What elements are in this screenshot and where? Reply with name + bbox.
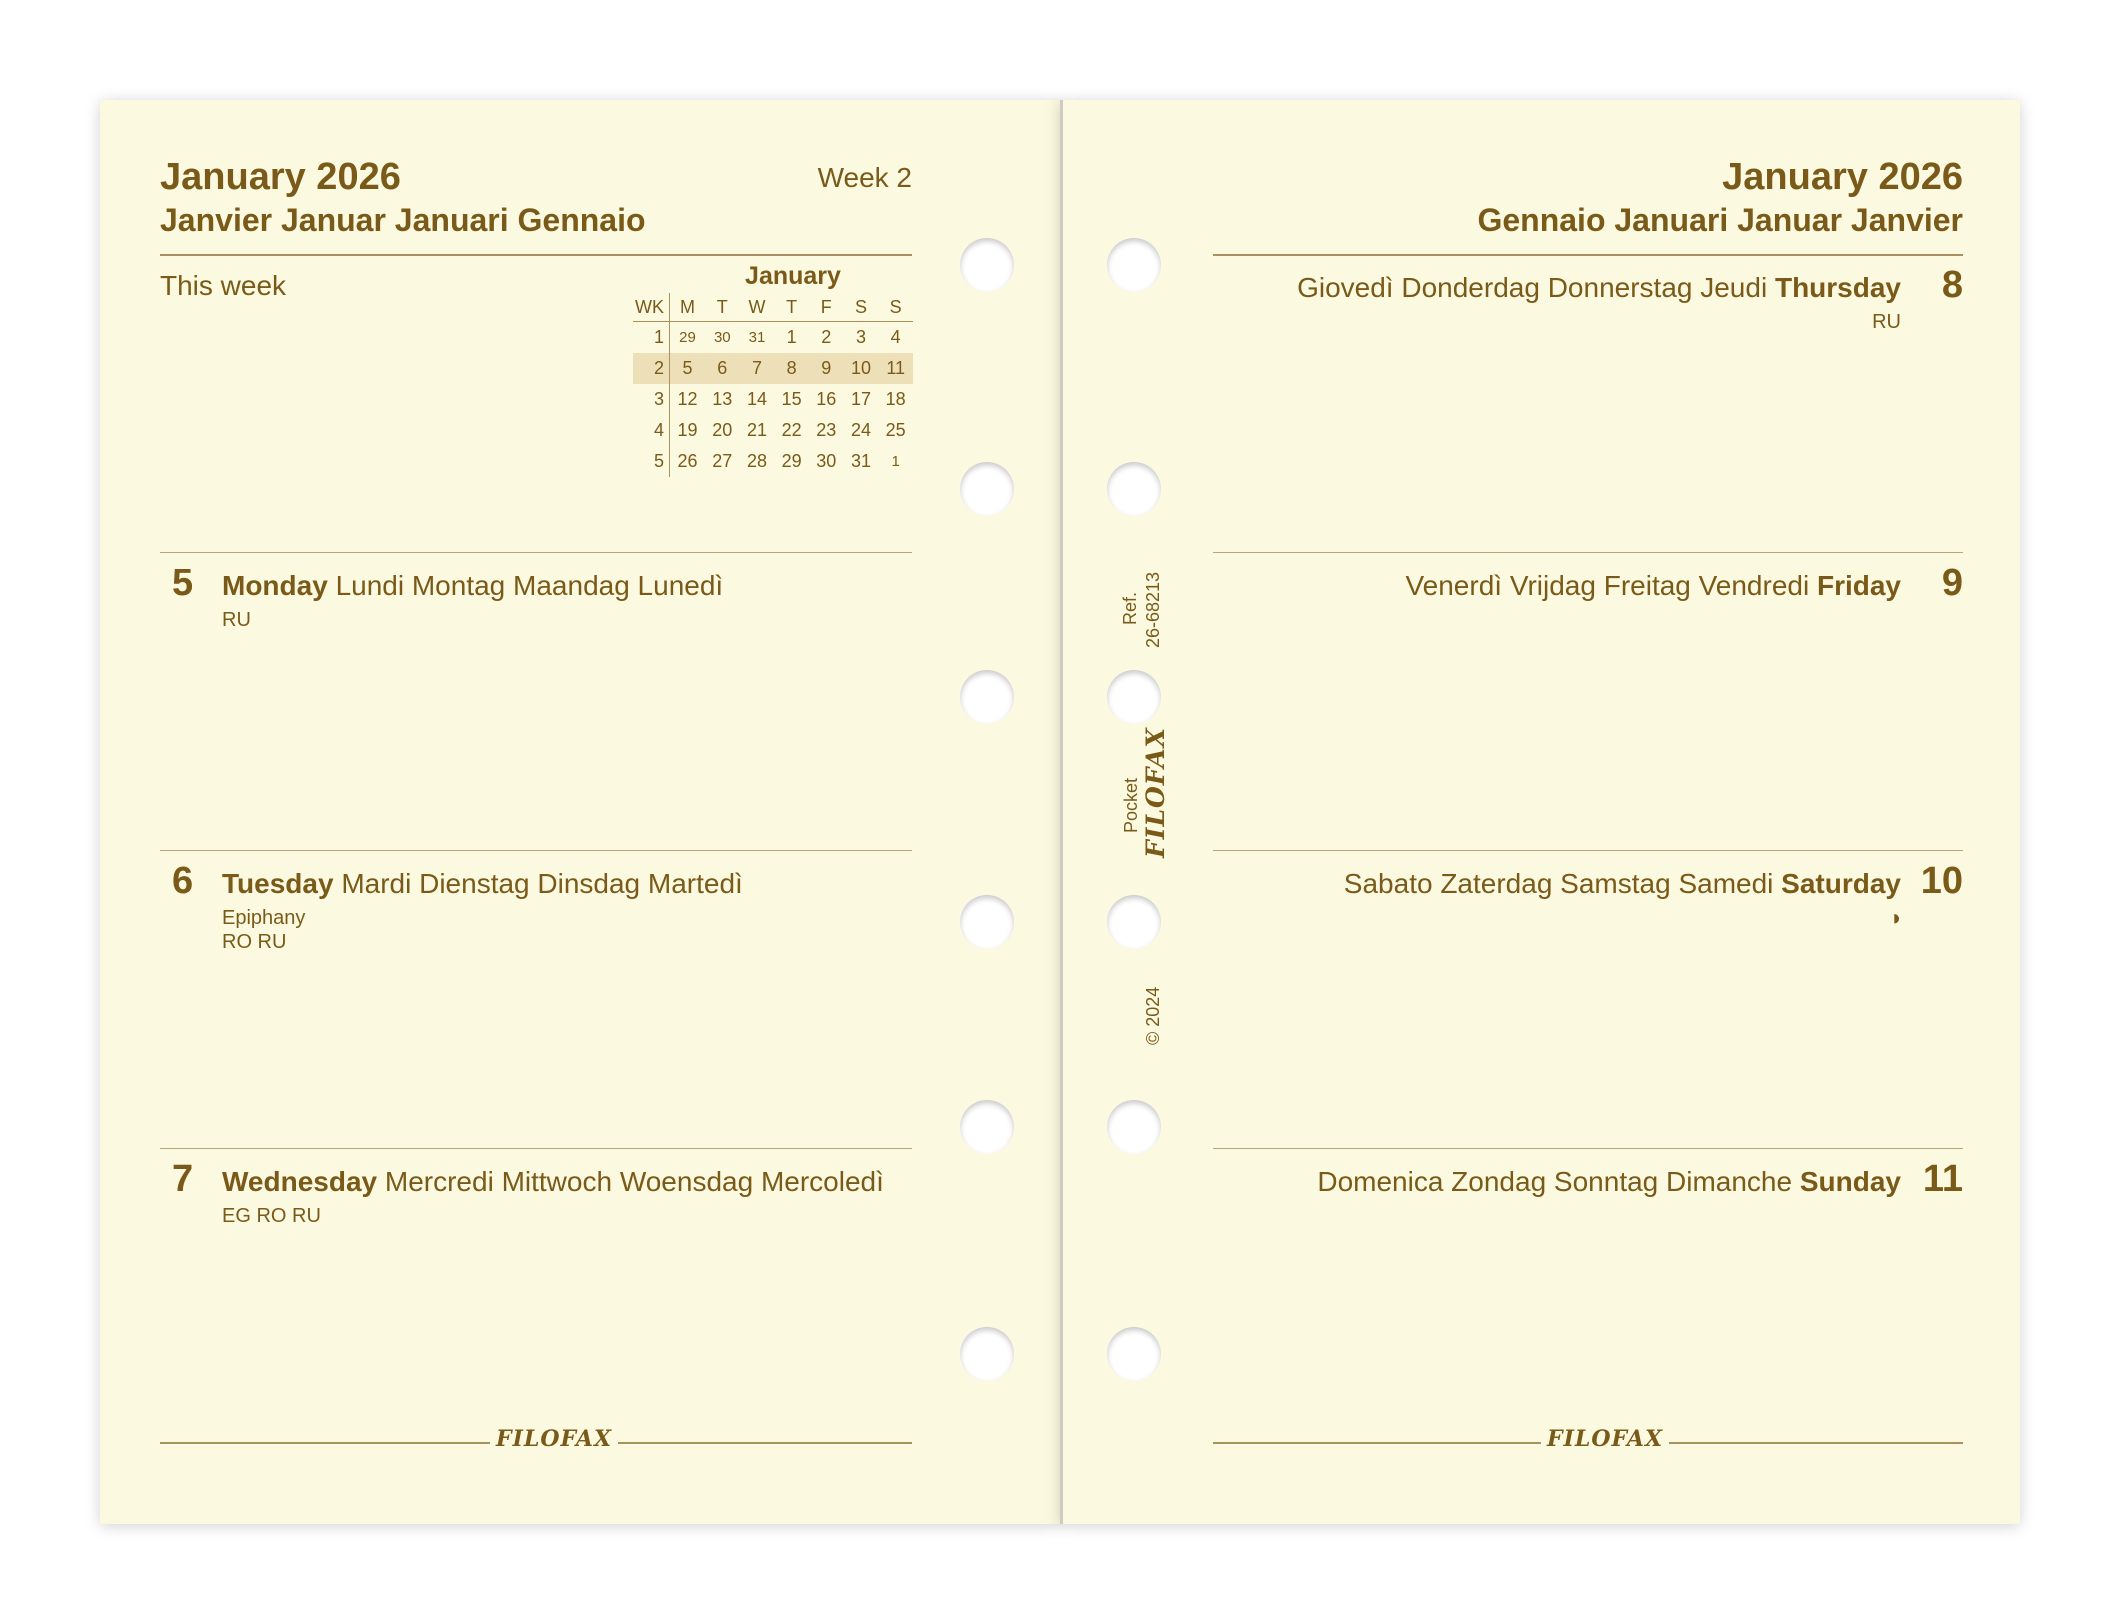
week-number-cell: 5: [633, 446, 670, 477]
day-divider: [1213, 552, 1963, 553]
calendar-day-cell: 30: [713, 329, 731, 346]
calendar-day-cell: 23: [816, 420, 837, 440]
mini-calendar: [633, 262, 913, 477]
day-block-monday[interactable]: [160, 556, 910, 852]
week-number-cell: 4: [633, 415, 670, 446]
day-number: 9: [1941, 562, 1963, 604]
country-codes: RO RU: [222, 931, 287, 953]
punch-hole: [1107, 462, 1161, 516]
weekday-header: S: [878, 293, 913, 322]
footer-logo: FILOFAX: [490, 1426, 618, 1452]
calendar-day-cell: 5: [670, 353, 705, 384]
calendar-day-cell: 29: [679, 329, 696, 346]
calendar-week-row: [633, 322, 913, 354]
calendar-day-cell: 22: [781, 420, 802, 440]
calendar-week-row: [633, 384, 913, 415]
day-number: 8: [1941, 264, 1963, 306]
week-number: Week 2: [817, 162, 912, 193]
calendar-day-cell: 30: [816, 451, 837, 471]
left-month-title: January 2026: [160, 156, 401, 198]
day-number: 11: [1922, 1158, 1963, 1200]
punch-hole: [960, 670, 1014, 724]
calendar-day-cell: 16: [816, 389, 837, 409]
left-languages-title: Janvier Januar Januari Gennaio: [160, 202, 646, 238]
calendar-day-cell: 27: [712, 451, 733, 471]
calendar-week-row: [633, 353, 913, 384]
footer-logo: FILOFAX: [1541, 1426, 1669, 1452]
calendar-day-cell: 4: [890, 327, 901, 347]
punch-hole: [960, 1100, 1014, 1154]
day-number: 5: [172, 562, 194, 604]
mini-calendar-title: January: [745, 262, 841, 290]
calendar-day-cell: 1: [786, 327, 797, 347]
calendar-day-cell: 14: [746, 389, 767, 409]
weekday-header: W: [740, 293, 775, 322]
calendar-day-cell: 12: [677, 389, 698, 409]
weekday-header: T: [705, 293, 740, 322]
calendar-day-cell: 11: [878, 353, 913, 384]
calendar-day-cell: 10: [844, 353, 879, 384]
day-names: Giovedì Donderdag Donnerstag Jeudi Thursday: [1297, 272, 1901, 303]
calendar-day-cell: 2: [821, 327, 832, 347]
header-rule: [1213, 254, 1963, 256]
weekday-header: T: [774, 293, 809, 322]
calendar-day-cell: 18: [885, 389, 906, 409]
week-column-header: WK: [633, 293, 670, 322]
weekday-header: F: [809, 293, 844, 322]
header-rule: [160, 254, 912, 256]
day-divider: [160, 552, 912, 553]
calendar-day-cell: 15: [781, 389, 802, 409]
day-names: Tuesday Mardi Dienstag Dinsdag Martedì: [222, 868, 743, 899]
calendar-day-cell: 24: [850, 420, 871, 440]
day-block-wednesday[interactable]: [160, 1152, 910, 1448]
day-block-thursday[interactable]: [1213, 258, 1963, 554]
calendar-day-cell: 25: [885, 420, 906, 440]
day-names: Sabato Zaterdag Samstag Samedi Saturday: [1343, 868, 1901, 899]
calendar-week-row: [633, 446, 913, 477]
day-divider: [1213, 1148, 1963, 1149]
weekday-header: M: [670, 293, 705, 322]
right-month-title: January 2026: [1722, 156, 1963, 198]
calendar-day-cell: 6: [705, 353, 740, 384]
week-number-cell: 2: [633, 353, 670, 384]
copyright: © 2024: [1143, 986, 1163, 1045]
day-names: Monday Lundi Montag Maandag Lunedì: [222, 570, 724, 601]
calendar-day-cell: 21: [746, 420, 767, 440]
mini-calendar-table: [633, 293, 913, 477]
punch-hole: [1107, 895, 1161, 949]
day-number: 6: [172, 860, 194, 902]
calendar-day-cell: 31: [748, 329, 766, 346]
calendar-day-cell: 9: [809, 353, 844, 384]
calendar-day-cell: 26: [677, 451, 698, 471]
day-names: Domenica Zondag Sonntag Dimanche Sunday: [1317, 1166, 1901, 1197]
holiday-label: Epiphany: [222, 907, 306, 929]
day-block-sunday[interactable]: [1213, 1152, 1963, 1448]
calendar-day-cell: 19: [677, 420, 698, 440]
day-block-saturday[interactable]: [1213, 854, 1963, 1150]
size-label: Pocket: [1121, 777, 1141, 833]
calendar-day-cell: 13: [712, 389, 733, 409]
weekday-header: S: [844, 293, 879, 322]
day-block-tuesday[interactable]: [160, 854, 910, 1150]
day-divider: [1213, 850, 1963, 851]
ref-label: Ref.: [1120, 591, 1140, 625]
left-page: [100, 100, 1060, 1524]
country-codes: EG RO RU: [222, 1205, 321, 1227]
this-week-label: This week: [160, 270, 287, 301]
day-names: Venerdì Vrijdag Freitag Vendredi Friday: [1405, 570, 1901, 601]
punch-hole: [1107, 238, 1161, 292]
calendar-day-cell: 1: [891, 453, 900, 470]
punch-hole: [1107, 1327, 1161, 1381]
day-divider: [160, 850, 912, 851]
country-codes: RU: [222, 609, 251, 631]
calendar-day-cell: 3: [855, 327, 866, 347]
punch-hole: [1107, 1100, 1161, 1154]
week-number-cell: 1: [633, 322, 670, 354]
calendar-day-cell: 31: [850, 451, 871, 471]
punch-hole: [1107, 670, 1161, 724]
calendar-day-cell: 29: [781, 451, 802, 471]
punch-hole: [960, 238, 1014, 292]
moon-phase-icon: ◑: [1887, 905, 1901, 930]
ref-code: 26-68213: [1143, 571, 1163, 648]
calendar-day-cell: 7: [740, 353, 775, 384]
calendar-day-cell: 20: [712, 420, 733, 440]
punch-hole: [960, 462, 1014, 516]
calendar-day-cell: 28: [746, 451, 767, 471]
calendar-day-cell: 8: [774, 353, 809, 384]
punch-hole: [960, 1327, 1014, 1381]
week-number-cell: 3: [633, 384, 670, 415]
day-number: 10: [1920, 860, 1963, 902]
day-names: Wednesday Mercredi Mittwoch Woensdag Mercoledì: [222, 1166, 884, 1197]
right-page: [1060, 100, 2020, 1524]
day-number: 7: [172, 1158, 194, 1200]
punch-hole: [960, 895, 1014, 949]
spine-logo: FILOFAX: [1141, 727, 1170, 858]
calendar-day-cell: 17: [850, 389, 871, 409]
day-block-friday[interactable]: [1213, 556, 1963, 852]
day-divider: [160, 1148, 912, 1149]
country-codes: RU: [1872, 311, 1901, 333]
calendar-week-row: [633, 415, 913, 446]
right-languages-title: Gennaio Januari Januar Janvier: [1477, 202, 1963, 238]
